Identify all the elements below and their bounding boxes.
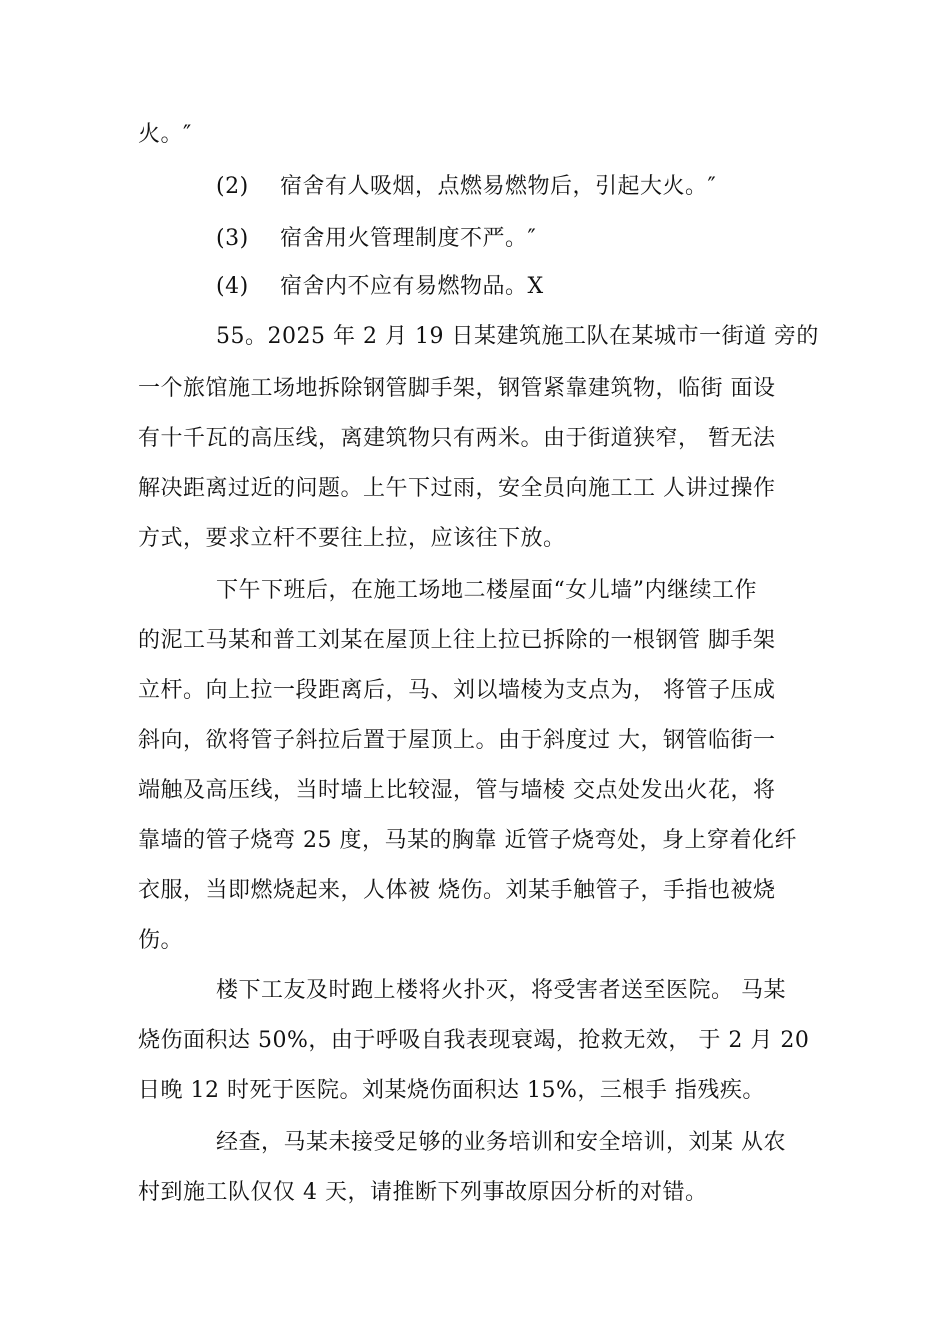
paragraph-line: 的泥工马某和普工刘某在屋顶上往上拉已拆除的一根钢管 脚手架 bbox=[138, 628, 776, 653]
list-item bbox=[216, 172, 916, 202]
list-item-number: (2) bbox=[216, 174, 249, 199]
paragraph-line: 日晚 12 时死于医院。刘某烧伤面积达 15%，三根手 指残疾。 bbox=[138, 1078, 765, 1103]
list-item bbox=[216, 272, 916, 302]
paragraph-line: 一个旅馆施工场地拆除钢管脚手架，钢管紧靠建筑物，临街 面设 bbox=[138, 376, 776, 401]
paragraph-line: 立杆。向上拉一段距离后，马、刘以墙棱为支点为， 将管子压成 bbox=[138, 678, 776, 703]
paragraph-line: 衣服，当即燃烧起来，人体被 烧伤。刘某手触管子，手指也被烧 bbox=[138, 878, 776, 903]
paragraph-line: 下午下班后，在施工场地二楼屋面“女儿墙”内继续工作 bbox=[216, 578, 757, 603]
list-item bbox=[216, 224, 916, 254]
paragraph-line: 烧伤面积达 50%，由于呼吸自我表现衰竭，抢救无效， 于 2 月 20 bbox=[138, 1028, 810, 1053]
paragraph-line: 靠墙的管子烧弯 25 度，马某的胸靠 近管子烧弯处，身上穿着化纤 bbox=[138, 828, 797, 853]
list-item-text: 宿舍用火管理制度不严。″ bbox=[280, 226, 537, 251]
paragraph-line: 村到施工队仅仅 4 天，请推断下列事故原因分析的对错。 bbox=[138, 1180, 708, 1205]
paragraph-line: 楼下工友及时跑上楼将火扑灭，将受害者送至医院。 马某 bbox=[216, 978, 786, 1003]
paragraph-line: 伤。 bbox=[138, 928, 184, 953]
list-item-text: 宿舍内不应有易燃物品。X bbox=[280, 274, 544, 299]
paragraph-line: 有十千瓦的高压线，离建筑物只有两米。由于街道狭窄， 暂无法 bbox=[138, 426, 776, 451]
list-item-number: (4) bbox=[216, 274, 249, 299]
list-item-number: (3) bbox=[216, 226, 249, 251]
text-line: 火。″ bbox=[138, 122, 192, 147]
paragraph-line: 55。2025 年 2 月 19 日某建筑施工队在某城市一街道 旁的 bbox=[216, 324, 819, 349]
paragraph-line: 解决距离过近的问题。上午下过雨，安全员向施工工 人讲过操作 bbox=[138, 476, 776, 501]
paragraph-line: 方式，要求立杆不要往上拉，应该往下放。 bbox=[138, 526, 566, 551]
paragraph-line: 端触及高压线，当时墙上比较湿，管与墙棱 交点处发出火花，将 bbox=[138, 778, 776, 803]
list-item-text: 宿舍有人吸烟，点燃易燃物后，引起大火。″ bbox=[280, 174, 717, 199]
paragraph-line: 经查，马某未接受足够的业务培训和安全培训，刘某 从农 bbox=[216, 1130, 786, 1155]
paragraph-line: 斜向，欲将管子斜拉后置于屋顶上。由于斜度过 大，钢管临街一 bbox=[138, 728, 776, 753]
